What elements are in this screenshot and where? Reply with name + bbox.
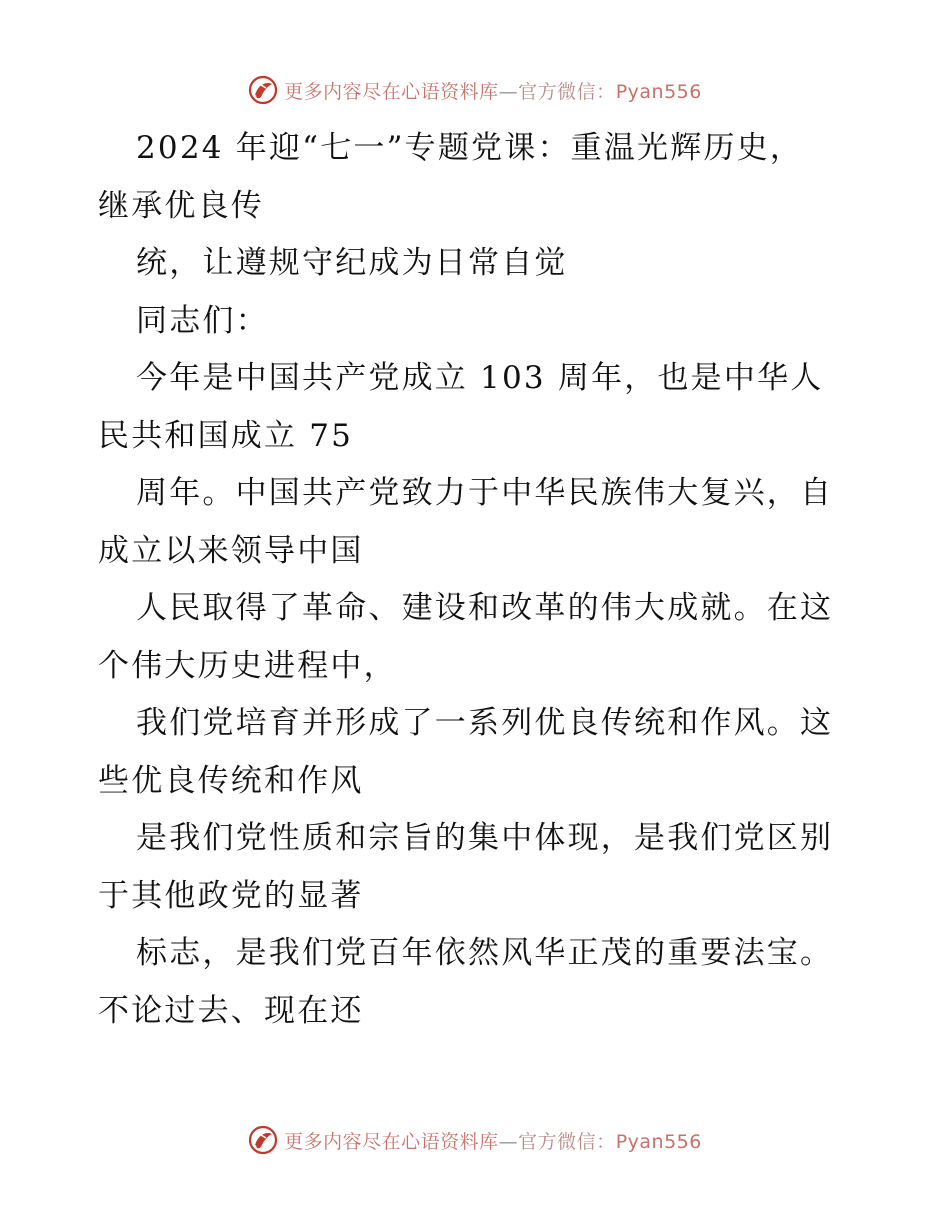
footer-brand-text: 更多内容尽在心语资料库	[284, 1130, 499, 1153]
paragraph-line: 统，让遵规守纪成为日常自觉	[136, 245, 568, 281]
paragraph-line: 不论过去、现在还	[98, 992, 364, 1029]
header-banner	[0, 70, 950, 110]
footer-text	[284, 1127, 702, 1154]
footer-banner	[0, 1120, 950, 1160]
paragraph-line: 成立以来领导中国	[98, 532, 364, 569]
paragraph-line: 继承优良传	[98, 187, 264, 224]
footer-separator: —	[498, 1130, 519, 1153]
paragraph-line: 2024 年迎“七一”专题党课：重温光辉历史，	[136, 130, 804, 166]
document-body	[98, 120, 858, 1040]
paragraph-line: 标志，是我们党百年依然风华正茂的重要法宝。	[136, 935, 834, 971]
paragraph-line: 周年。中国共产党致力于中华民族伟大复兴，自	[136, 475, 834, 511]
paragraph-line: 是我们党性质和宗旨的集中体现，是我们党区别	[136, 820, 834, 856]
header-brand-text: 更多内容尽在心语资料库	[284, 80, 499, 103]
paragraph-line: 个伟大历史进程中，	[98, 647, 397, 684]
brand-logo-icon	[248, 75, 278, 105]
paragraph-line: 民共和国成立 75	[98, 417, 354, 454]
footer-wechat-id: Pyan556	[615, 1130, 702, 1153]
header-wechat-id: Pyan556	[615, 80, 702, 103]
paragraph-line: 些优良传统和作风	[98, 762, 364, 799]
paragraph-line: 人民取得了革命、建设和改革的伟大成就。在这	[136, 590, 834, 626]
brand-logo-icon	[248, 1125, 278, 1155]
paragraph-line: 今年是中国共产党成立 103 周年，也是中华人	[136, 360, 824, 396]
paragraph-line: 我们党培育并形成了一系列优良传统和作风。这	[136, 705, 834, 741]
header-separator: —	[498, 80, 519, 103]
paragraph-line: 于其他政党的显著	[98, 877, 364, 914]
header-wechat-label: 官方微信：	[518, 80, 616, 103]
header-text	[284, 77, 702, 104]
footer-wechat-label: 官方微信：	[518, 1130, 616, 1153]
paragraph-line: 同志们：	[136, 302, 269, 339]
